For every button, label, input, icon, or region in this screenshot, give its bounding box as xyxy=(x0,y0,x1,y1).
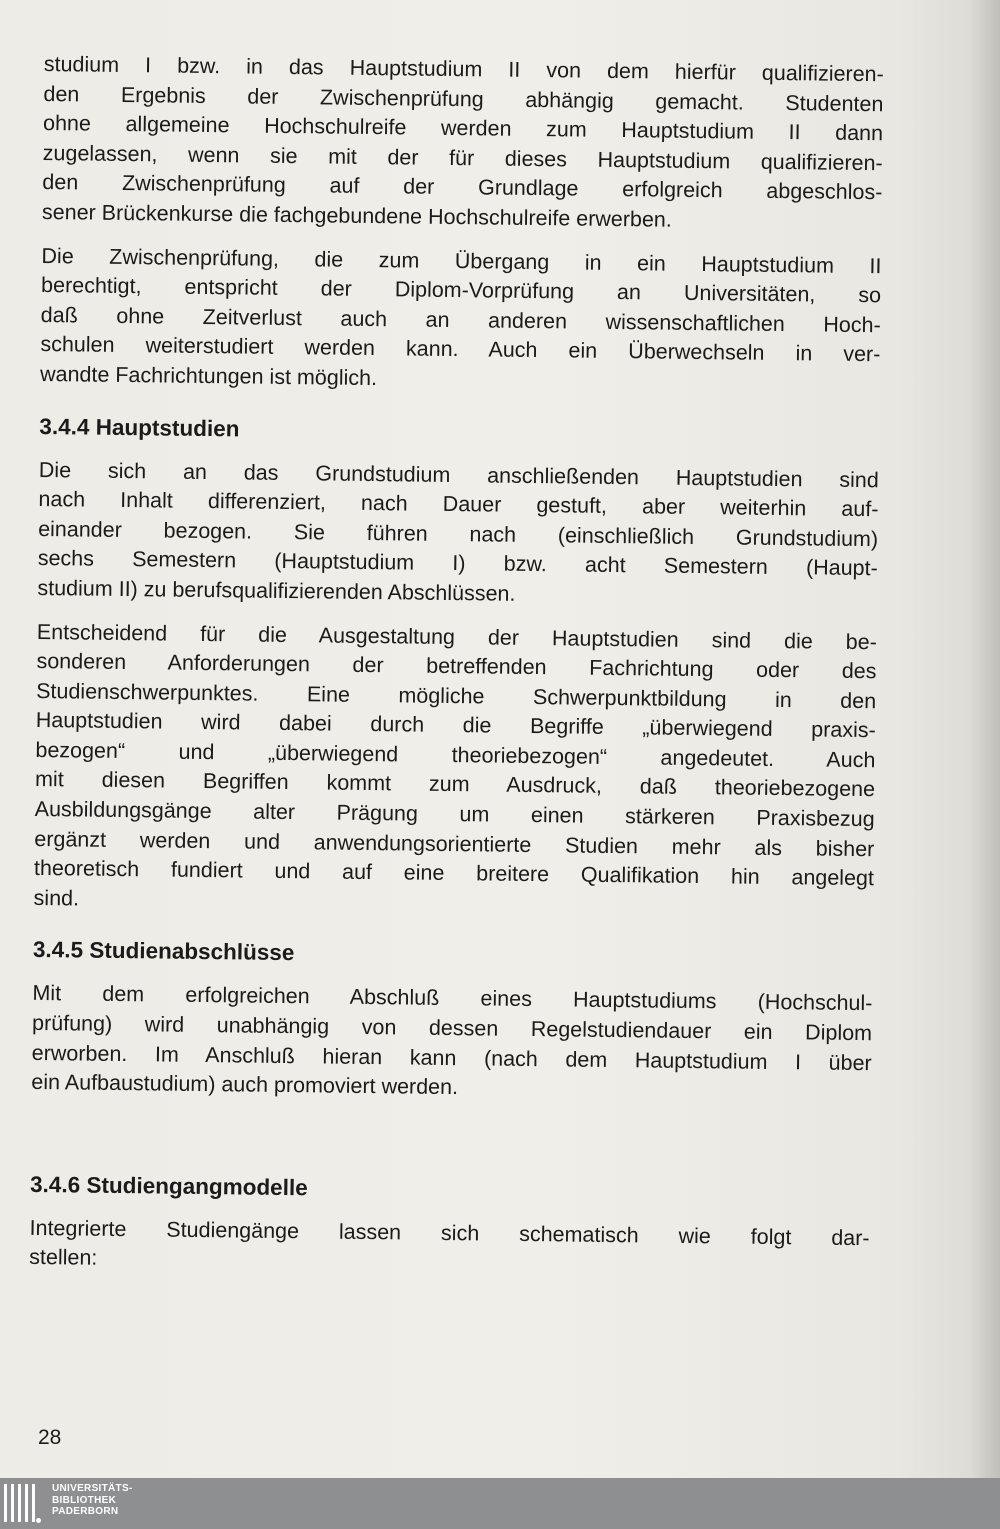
text-line: den Zwischenprüfung auf der Grundlage erfolgreich abgeschlos- xyxy=(42,170,883,205)
text-line: den Ergebnis der Zwischenprüfung abhängig gemacht. Studenten xyxy=(43,81,884,116)
text-line: sechs Semestern (Hauptstudium I) bzw. acht Semestern (Haupt- xyxy=(37,546,878,581)
text-line: zugelassen, wenn sie mit der für dieses Hauptstudium qualifizieren- xyxy=(42,140,883,176)
paragraph xyxy=(40,242,882,400)
text-line: prüfung) wird unabhängig von dessen Regelstudiendauer ein Diplom xyxy=(31,1010,873,1046)
text-line: Die sich an das Grundstudium anschließenden Hauptstudien sind xyxy=(38,457,879,492)
paragraph xyxy=(31,979,872,1108)
text-line: sonderen Anforderungen der betreffenden Fachrichtung oder des xyxy=(36,649,877,684)
text-line: theoretisch fundiert und auf eine breitere Qualifikation hin angelegt xyxy=(33,856,875,891)
page-content xyxy=(29,50,884,1297)
text-line: Hauptstudien wird dabei durch die Begriffe „überwiegend praxis- xyxy=(35,708,876,743)
library-name xyxy=(52,1483,133,1518)
library-name-line: PADERBORN xyxy=(52,1506,119,1517)
text-line: Entscheidend für die Ausgestaltung der Hauptstudien sind die be- xyxy=(36,619,877,654)
page-number: 28 xyxy=(38,1426,62,1449)
text-line: einander bezogen. Sie führen nach (einschließlich Grundstudium) xyxy=(38,516,879,551)
section-studienabschluesse xyxy=(31,935,873,1108)
text-line: studium II) zu berufsqualifizierenden Abschlüssen. xyxy=(37,575,516,606)
paragraph xyxy=(37,456,879,614)
text-line: sind. xyxy=(33,885,80,911)
text-line: mit diesen Begriffen kommt zum Ausdruck, daß theoriebezogene xyxy=(34,767,876,802)
library-footer-bar xyxy=(0,1478,1000,1529)
text-line: schulen weiterstudiert werden kann. Auch ein Überwechseln in ver- xyxy=(40,332,881,367)
library-logo-icon xyxy=(2,1484,40,1524)
text-line: sener Brückenkurse die fachgebundene Hochschulreife erwerben. xyxy=(41,199,672,232)
section-hauptstudien xyxy=(33,412,879,924)
text-line: daß ohne Zeitverlust auch an anderen wissenschaftlichen Hoch- xyxy=(40,302,881,337)
intro-block xyxy=(40,50,884,400)
text-line: wandte Fachrichtungen ist möglich. xyxy=(39,361,378,391)
text-line: bezogen“ und „überwiegend theoriebezogen“ angedeutet. Auch xyxy=(35,737,876,773)
text-line: Ausbildungsgänge alter Prägung um einen stärkeren Praxisbezug xyxy=(34,797,875,832)
paragraph xyxy=(42,50,884,238)
library-name-line: UNIVERSITÄTS- xyxy=(52,1483,133,1494)
text-line: ein Aufbaustudium) auch promoviert werden. xyxy=(31,1070,459,1100)
library-name-line: BIBLIOTHEK xyxy=(52,1494,117,1506)
text-line: ergänzt werden und anwendungsorientierte Studien mehr als bisher xyxy=(34,826,875,861)
section-studiengangmodelle xyxy=(29,1170,870,1283)
paragraph xyxy=(29,1214,870,1283)
text-line: stellen: xyxy=(29,1245,98,1271)
text-line: nach Inhalt differenziert, nach Dauer gestuft, aber weiterhin auf- xyxy=(38,487,879,522)
text-line: Die Zwischenprüfung, die zum Übergang in ein Hauptstudium II xyxy=(41,243,882,278)
text-line: ohne allgemeine Hochschulreife werden zum Hauptstudium II dann xyxy=(42,111,884,146)
text-line: berechtigt, entspricht der Diplom-Vorprüfung an Universitäten, so xyxy=(40,273,882,308)
text-line: erworben. Im Anschluß hieran kann (nach dem Hauptstudium I über xyxy=(31,1040,872,1075)
text-line: Studienschwerpunktes. Eine mögliche Schwerpunktbildung in den xyxy=(36,678,877,713)
text-line: Mit dem erfolgreichen Abschluß eines Hauptstudiums (Hochschul- xyxy=(32,981,873,1016)
paragraph xyxy=(33,617,877,923)
section-heading: 3.4.4 Hauptstudien xyxy=(39,413,240,441)
section-heading: 3.4.6 Studiengangmodelle xyxy=(29,1171,308,1201)
text-line: studium I bzw. in das Hauptstudium II von dem hierfür qualifizieren- xyxy=(43,51,884,87)
text-line: Integrierte Studiengänge lassen sich schematisch wie folgt dar- xyxy=(29,1215,870,1250)
section-heading: 3.4.5 Studienabschlüsse xyxy=(32,937,295,966)
page-edge-shadow xyxy=(970,0,1000,1478)
